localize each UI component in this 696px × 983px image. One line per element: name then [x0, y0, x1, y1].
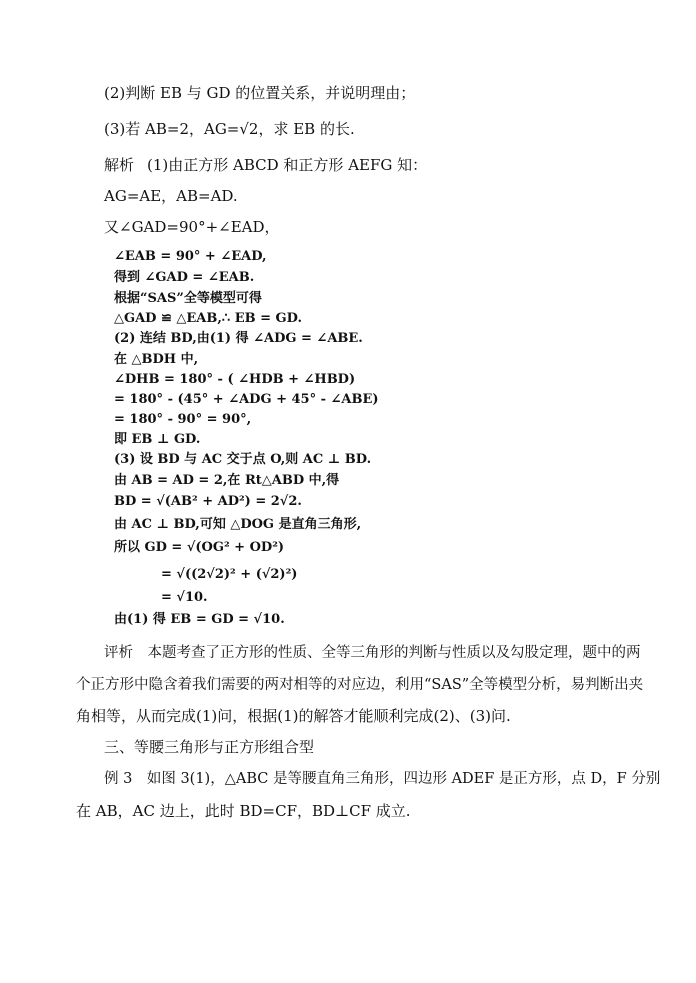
solution-line: (3) 设 BD 与 AC 交于点 O,则 AC ⊥ BD.: [114, 452, 372, 467]
question-3: (3)若 AB=2，AG=√2，求 EB 的长.: [104, 120, 355, 138]
solution-line: △GAD ≌ △EAB,∴ EB = GD.: [114, 311, 302, 326]
solution-line: 得到 ∠GAD = ∠EAB.: [114, 270, 255, 285]
solution-line: 由 AC ⊥ BD,可知 △DOG 是直角三角形,: [114, 517, 362, 532]
solution-line: ∠DHB = 180° - ( ∠HDB + ∠HBD): [114, 372, 356, 387]
comment-line-2: 个正方形中隐含着我们需要的两对相等的对应边，利用“SAS”全等模型分析，易判断出夹: [76, 677, 644, 693]
solution-line: BD = √(AB² + AD²) = 2√2.: [114, 494, 302, 509]
solution-line: = √10.: [161, 590, 208, 605]
example-line-2: 在 AB，AC 边上，此时 BD=CF，BD⊥CF 成立.: [76, 802, 411, 820]
solution-line: = 180° - 90° = 90°,: [114, 412, 252, 427]
analysis-line-3: 又∠GAD=90°+∠EAD，: [104, 218, 280, 236]
solution-line: 在 △BDH 中,: [114, 352, 199, 367]
solution-line: 由 AB = AD = 2,在 Rt△ABD 中,得: [114, 473, 340, 488]
example-line-1: 例 3 如图 3(1)，△ABC 是等腰直角三角形，四边形 ADEF 是正方形，点 D，F 分别: [104, 771, 661, 787]
comment-line-1: 评析 本题考查了正方形的性质、全等三角形的判断与性质以及勾股定理，题中的两: [104, 645, 641, 661]
question-2: (2)判断 EB 与 GD 的位置关系，并说明理由；: [104, 84, 416, 102]
analysis-line-1: (1)由正方形 ABCD 和正方形 AEFG 知：: [147, 156, 428, 174]
solution-line: 由(1) 得 EB = GD = √10.: [114, 612, 285, 627]
solution-line: 所以 GD = √(OG² + OD²): [114, 540, 285, 555]
comment-line-3: 角相等，从而完成(1)问，根据(1)的解答才能顺利完成(2)、(3)问.: [76, 707, 511, 725]
solution-line: 根据“SAS”全等模型可得: [114, 291, 262, 306]
solution-line: (2) 连结 BD,由(1) 得 ∠ADG = ∠ABE.: [114, 331, 363, 346]
analysis-heading: 解析: [104, 156, 135, 174]
solution-line: = √((2√2)² + (√2)²): [161, 567, 298, 582]
solution-line: ∠EAB = 90° + ∠EAD,: [114, 249, 267, 264]
solution-line: 即 EB ⊥ GD.: [114, 432, 201, 447]
section-title: 三、等腰三角形与正方形组合型: [104, 738, 315, 756]
analysis-line-2: AG=AE，AB=AD.: [104, 187, 238, 205]
solution-line: = 180° - (45° + ∠ADG + 45° - ∠ABE): [114, 392, 379, 407]
